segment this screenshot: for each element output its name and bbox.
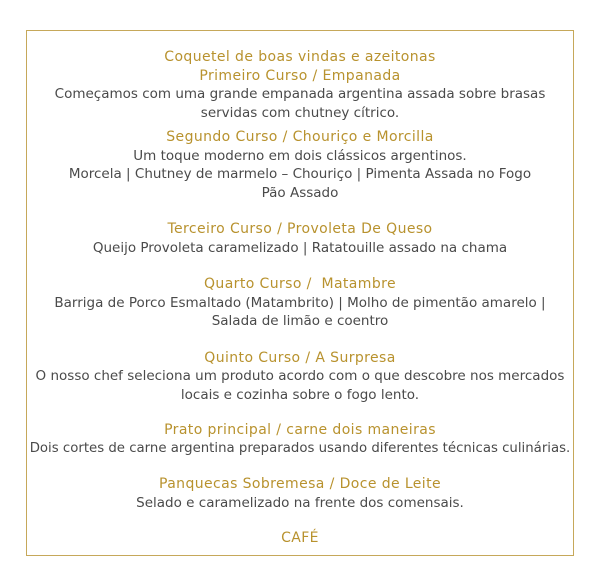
course-2 [0, 128, 600, 202]
course-description: Pão Assado [261, 184, 339, 201]
main-course [0, 421, 600, 458]
course-description: locais e cozinha sobre o fogo lento. [180, 386, 420, 403]
course-description: Salada de limão e coentro [211, 313, 389, 329]
course-description: Selado e caramelizado na frente dos comensais. [136, 494, 464, 511]
course-description: Barriga de Porco Esmaltado (Matambrito) | Molho de pimentão amarelo | [54, 294, 546, 311]
dessert [0, 475, 600, 512]
course-description: Queijo Provoleta caramelizado | Ratatouille assado na chama [92, 239, 508, 256]
coffee [0, 529, 600, 548]
course-description: Dois cortes de carne argentina preparados usando diferentes técnicas culinárias. [29, 440, 571, 456]
course-4 [0, 275, 600, 331]
course-title: Terceiro Curso / Provoleta De Queso [167, 221, 433, 237]
course-title: Segundo Curso / Chouriço e Morcilla [166, 129, 434, 145]
course-title: Prato principal / carne dois maneiras [164, 422, 436, 438]
course-title: Panquecas Sobremesa / Doce de Leite [158, 476, 442, 492]
course-1 [0, 48, 600, 122]
course-title: Quinto Curso / A Surpresa [204, 349, 396, 366]
course-title: Quarto Curso / Matambre [204, 276, 396, 292]
course-description: Morcela | Chutney de marmelo – Chouriço | Pimenta Assada no Fogo [68, 166, 532, 182]
menu-content [0, 48, 600, 548]
course-5 [0, 349, 600, 405]
course-3 [0, 220, 600, 257]
course-description: Um toque moderno em dois clássicos argentinos. [133, 147, 467, 164]
course-title: CAFÉ [281, 530, 319, 546]
course-title: Primeiro Curso / Empanada [199, 67, 401, 84]
course-description: servidas com chutney cítrico. [200, 104, 400, 121]
course-title: Coquetel de boas vindas e azeitonas [164, 49, 436, 65]
course-description: Começamos com uma grande empanada argentina assada sobre brasas [54, 86, 546, 102]
course-description: O nosso chef seleciona um produto acordo com o que descobre nos mercados [35, 368, 565, 384]
